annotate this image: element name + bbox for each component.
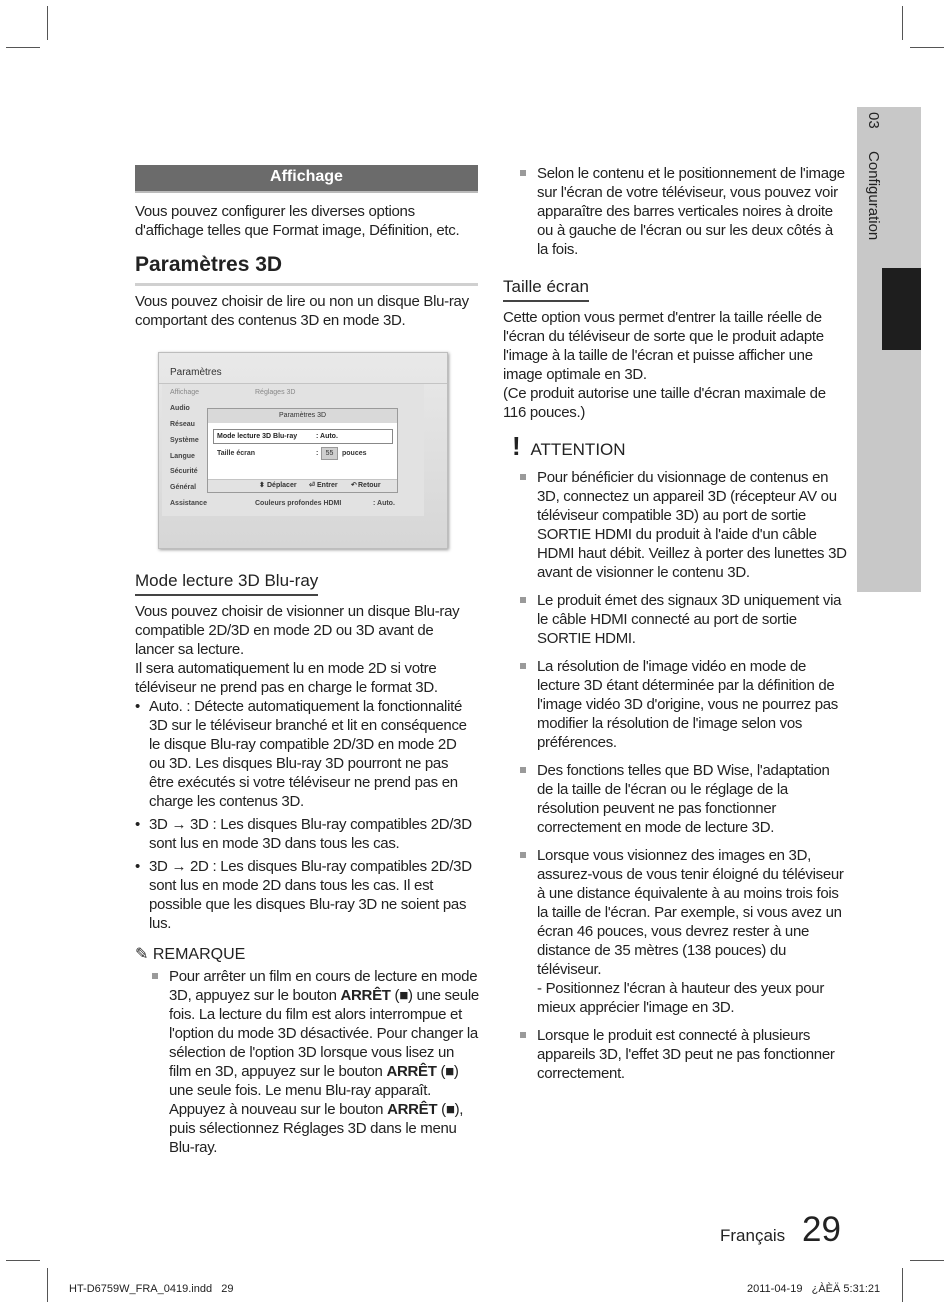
menu-item-system: Système	[170, 437, 199, 444]
submenu-header: Réglages 3D	[255, 389, 296, 396]
note-list	[149, 967, 479, 1157]
stop-button-label: ARRÊT	[387, 1101, 438, 1118]
attention-heading-row	[512, 431, 626, 462]
screenshot-title: Paramètres	[170, 367, 222, 378]
note-text: (■) une seule fois. Le menu Blu-ray apparaît. Appuyez à nouveau sur le bouton	[169, 1063, 459, 1118]
list-item: Selon le contenu et le positionnement de l'image sur l'écran de votre téléviseur, vous pouvez voir apparaître des barres verticales noires à droite ou à gauche de l'écran ou sur les deux côtés à la fois.	[517, 164, 847, 259]
crop-mark	[902, 1268, 903, 1302]
popup-row2-colon: :	[316, 450, 319, 457]
menu-item-general: Général	[170, 484, 197, 491]
3d-settings-popup	[207, 408, 398, 493]
popup-row2-label: Taille écran	[217, 450, 256, 457]
chapter-title: Configuration	[865, 151, 882, 241]
taille-heading: Taille écran	[503, 276, 589, 302]
crop-mark	[47, 1268, 48, 1302]
popup-row1-value: : Auto.	[316, 433, 338, 440]
list-item: Lorsque le produit est connecté à plusieurs appareils 3D, l'effet 3D peut ne pas fonctionner correctement.	[517, 1026, 849, 1083]
popup-row2-unit: pouces	[342, 450, 367, 457]
return-icon: ↶	[351, 482, 357, 489]
chapter-number: 03	[865, 112, 882, 129]
list-item	[135, 815, 475, 853]
chapter-tab-label	[858, 112, 882, 312]
attention-subnote: - Positionnez l'écran à hauteur des yeux pour mieux apprécier l'image en 3D.	[537, 980, 825, 1016]
note-text: (■) une seule fois. La lecture du film est alors interrompue et l'option du mode 3D désactivée. Pour changer la sélection de l'option 3D lorsque vous lisez un film en 3D, appuyez sur le bouton	[169, 987, 479, 1080]
right-top-list	[517, 164, 847, 259]
taille-paragraph-2: (Ce produit autorise une taille d'écran maximale de 116 pouces.)	[503, 385, 826, 421]
list-item: Pour bénéficier du visionnage de contenus en 3D, connectez un appareil 3D (récepteur AV ou téléviseur compatible 3D) au port de sortie SORTIE HDMI du produit à l'aide d'un câble HDMI haut débit. Veillez à porter des lunettes 3D avant de visionner le contenu 3D.	[517, 468, 849, 582]
heading-description: Vous pouvez choisir de lire ou non un disque Blu-ray comportant des contenus 3D en mode 3D.	[135, 293, 469, 329]
menu-item-security: Sécurité	[170, 468, 198, 475]
list-item: Des fonctions telles que BD Wise, l'adaptation de la taille de l'écran ou le réglage de la résolution peuvent ne pas fonctionner correctement en mode de lecture 3D.	[517, 761, 849, 837]
intro-text: Vous pouvez configurer les diverses options d'affichage telles que Format image, Définition, etc.	[135, 203, 460, 239]
mode-heading: Mode lecture 3D Blu-ray	[135, 570, 318, 596]
crop-mark	[902, 6, 903, 40]
note-heading: REMARQUE	[152, 946, 246, 963]
stop-button-label: ARRÊT	[386, 1063, 437, 1080]
taille-paragraph-1: Cette option vous permet d'entrer la taille réelle de l'écran du téléviseur de sorte que le produit adapte l'image à la taille de l'écran et puisse afficher une image optimale en 3D.	[503, 309, 824, 383]
popup-nav-bar	[208, 479, 397, 492]
note-text: Pour arrêter un film en cours de lecture en mode 3D, appuyez sur le bouton	[169, 968, 478, 1004]
option-term: 3D → 2D	[149, 858, 209, 875]
mode-section	[135, 602, 475, 933]
mode-options-list	[135, 697, 475, 933]
option-text: : Les disques Blu-ray compatibles 2D/3D sont lus en mode 2D dans tous les cas. Il est possible que les disques Blu-ray 3D ne soient pas lus.	[149, 858, 472, 932]
bottom-setting-label: Couleurs profondes HDMI	[255, 500, 342, 507]
crop-mark	[6, 47, 40, 48]
popup-title: Paramètres 3D	[208, 409, 397, 423]
list-item	[135, 857, 475, 933]
crop-mark	[47, 6, 48, 40]
warning-icon: !	[512, 431, 521, 461]
enter-icon: ⏎	[309, 482, 315, 489]
print-file-info: HT-D6759W_FRA_0419.indd 29	[69, 1283, 234, 1295]
move-arrows-icon: ⬍	[259, 482, 265, 489]
option-term: Auto.	[149, 698, 183, 715]
chapter-tab-marker	[882, 268, 921, 350]
menu-item-language: Langue	[170, 453, 195, 460]
attention-list	[517, 468, 849, 1083]
menu-item-network: Réseau	[170, 421, 195, 428]
screen-size-field[interactable]: 55	[321, 447, 338, 460]
page-heading: Paramètres 3D	[135, 253, 478, 286]
list-item	[517, 846, 849, 1017]
menu-item-audio: Audio	[170, 405, 190, 412]
attention-heading: ATTENTION	[530, 440, 626, 459]
list-item-text: Lorsque vous visionnez des images en 3D, assurez-vous de vous tenir éloigné du téléviseur à une distance équivalente à au moins trois fois la taille de l'écran. Par exemple, si vous avez un écran 46 pouces, vous devrez rester à une distance de 35 mètres (138 pouces) du téléviseur.	[537, 847, 844, 978]
option-text: : Détecte automatiquement la fonctionnalité 3D sur le téléviseur branché et lit en conséquence le disque Blu-ray compatible 2D/3D en mode 2D ou 3D. Les disques Blu-ray 3D pourront ne pas être exécutés si votre téléviseur ne prend pas en charge les contenus 3D.	[149, 698, 467, 810]
attention-body	[517, 468, 849, 1092]
nav-enter-label: Entrer	[317, 482, 338, 489]
footer-language: Français	[720, 1226, 786, 1245]
crop-mark	[6, 1260, 40, 1261]
list-item: Le produit émet des signaux 3D uniquement via le câble HDMI connecté au port de sortie SORTIE HDMI.	[517, 591, 849, 648]
menu-item-display: Affichage	[170, 389, 200, 396]
popup-row1-label: Mode lecture 3D Blu-ray	[217, 433, 298, 440]
taille-section	[503, 308, 845, 422]
note-body	[149, 967, 479, 1166]
bottom-setting-value: : Auto.	[373, 500, 395, 507]
page-number: 29	[802, 1210, 841, 1249]
pencil-icon: ✎	[135, 946, 149, 963]
mode-paragraph-2: Il sera automatiquement lu en mode 2D si votre téléviseur ne prend pas en charge le format 3D.	[135, 660, 438, 696]
list-item	[135, 697, 475, 811]
crop-mark	[910, 47, 944, 48]
option-term: 3D → 3D	[149, 816, 209, 833]
note-heading-row	[135, 944, 245, 964]
section-banner: Affichage	[135, 165, 478, 193]
right-top-note	[517, 164, 847, 268]
nav-back-label: Retour	[358, 482, 381, 489]
list-item: La résolution de l'image vidéo en mode de lecture 3D étant déterminée par la définition de l'image vidéo 3D d'origine, vous ne pourrez pas modifier la résolution de l'image selon vos préférences.	[517, 657, 849, 752]
option-text: : Les disques Blu-ray compatibles 2D/3D sont lus en mode 3D dans tous les cas.	[149, 816, 472, 852]
menu-item-support: Assistance	[170, 500, 207, 507]
mode-paragraph-1: Vous pouvez choisir de visionner un disque Blu-ray compatible 2D/3D en mode 2D ou 3D avant de lancer sa lecture.	[135, 603, 460, 658]
crop-mark	[910, 1260, 944, 1261]
nav-move-label: Déplacer	[267, 482, 297, 489]
list-item	[149, 967, 479, 1157]
stop-button-label: ARRÊT	[340, 987, 391, 1004]
settings-screenshot	[158, 352, 448, 549]
note-text: (■), puis sélectionnez Réglages 3D dans le menu Blu-ray.	[169, 1101, 464, 1156]
print-timestamp: 2011-04-19 ¿ÀÈÄ 5:31:21	[747, 1283, 881, 1295]
